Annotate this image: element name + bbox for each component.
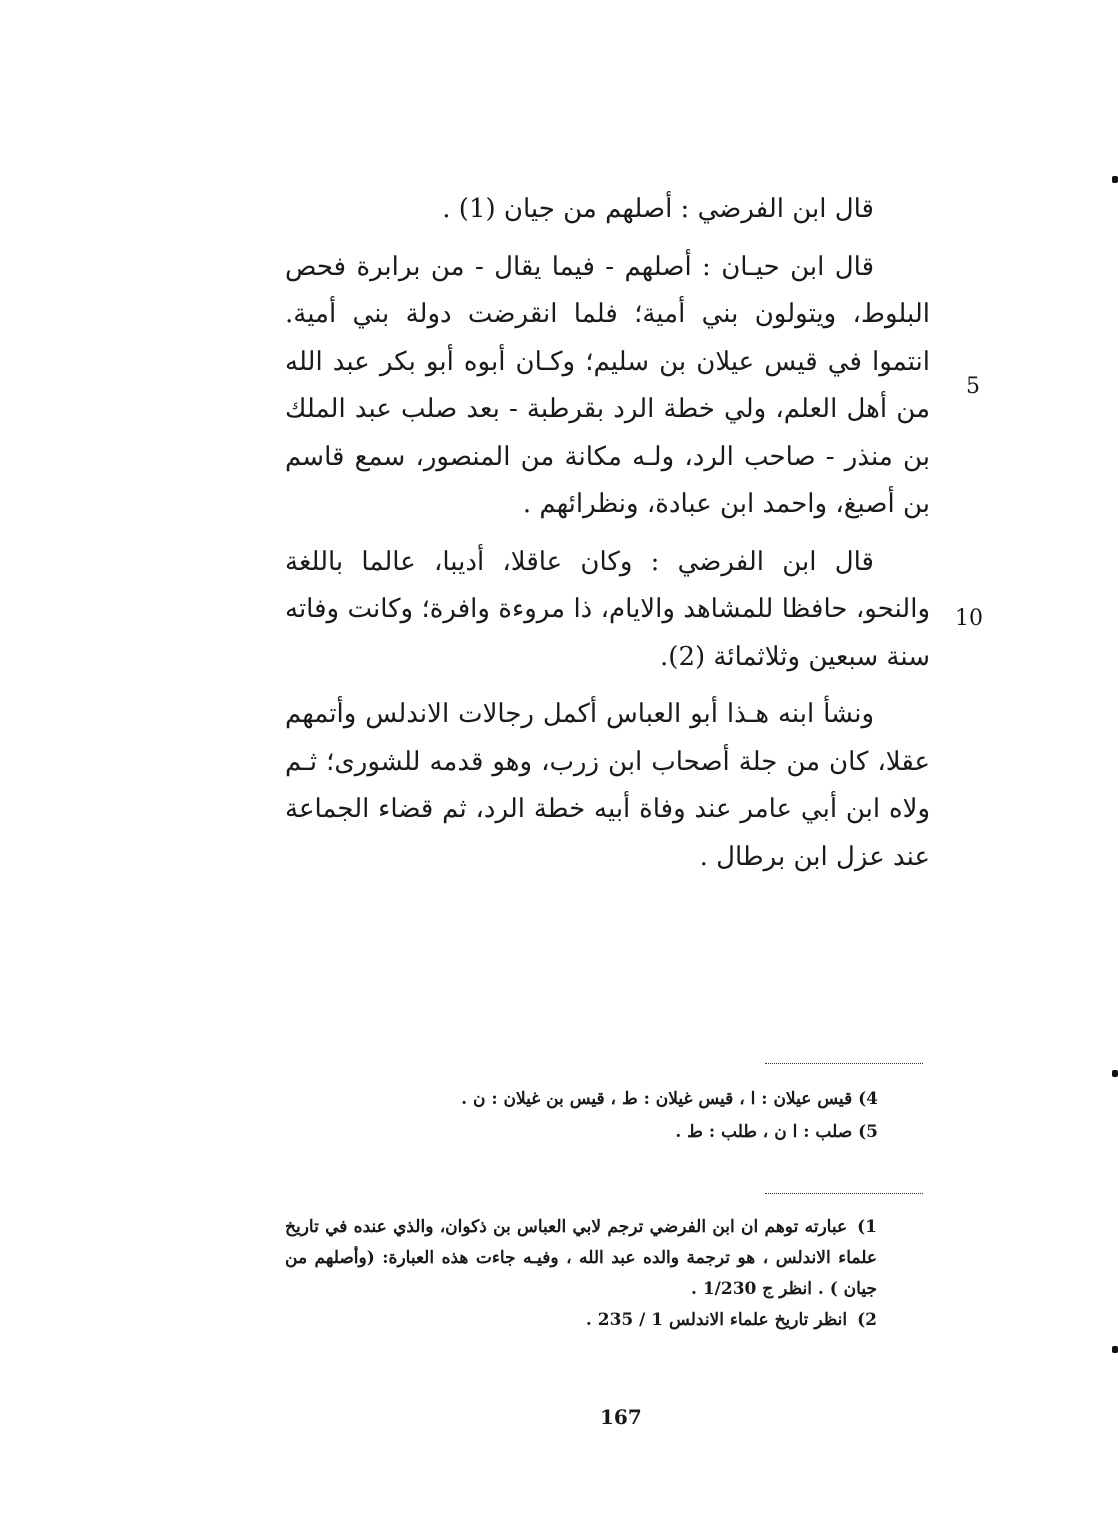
paragraph-1: قال ابن الفرضي : أصلهم من جيان (1) . — [442, 194, 874, 224]
footnote-2 — [285, 1305, 877, 1336]
line-number-5: 5 — [966, 374, 980, 399]
variant-readings — [330, 1083, 878, 1149]
footnote-2-number: 2) — [857, 1310, 877, 1330]
main-text-block — [285, 186, 930, 891]
scan-edge-mark — [1112, 176, 1118, 183]
line-number-10: 10 — [955, 606, 983, 631]
scan-edge-mark — [1112, 1070, 1118, 1077]
footnote-1-text: عبارته توهم ان ابن الفرضي ترجم لابي العباس بن ذكوان، والذي عنده في تاريخ علماء الاندلس ، هو ترجمة والده عبد الله ، وفيـه جاءت هذه العبارة: (وأصلهم من جيان ) . انظر ج 1/230 . — [285, 1217, 877, 1299]
footnotes — [285, 1212, 877, 1336]
footnote-1 — [285, 1212, 877, 1305]
variant-line-4: 4) قيس عيلان : ا ، قيس غيلان : ط ، قيس بن غيلان : ن . — [461, 1089, 878, 1109]
paragraph-4: ونشأ ابنه هـذا أبو العباس أكمل رجالات الاندلس وأتمهم عقلا، كان من جلة أصحاب ابن زرب، وهو قدمه للشورى؛ ثـم ولاه ابن أبي عامر عند وفاة أبيه خطة الرد، ثم قضاء الجماعة عند عزل ابن برطال . — [285, 699, 930, 872]
paragraph-3: قال ابن الفرضي : وكان عاقلا، أديبا، عالما باللغة والنحو، حافظا للمشاهد والايام، ذا مروءة وافرة؛ وكانت وفاته سنة سبعين وثلاثمائة (2). — [285, 546, 930, 672]
footnotes-separator — [765, 1193, 923, 1194]
footnote-1-number: 1) — [857, 1217, 877, 1237]
page-number: 167 — [600, 1405, 642, 1429]
scan-edge-mark — [1112, 1346, 1118, 1353]
paragraph-2: قال ابن حيـان : أصلهم - فيما يقال - من برابرة فحص البلوط، ويتولون بني أمية؛ فلما انقرضت دولة بني أمية. انتموا في قيس عيلان بن سليم؛ وكـان أبوه أبو بكر عبد الله من أهل العلم، ولي خطة الرد بقرطبة - بعد صلب عبد الملك بن منذر - صاحب الرد، ولـه مكانة من المنصور، سمع قاسم بن أصبغ، واحمد ابن عبادة، ونظرائهم . — [285, 251, 930, 519]
variants-separator — [765, 1063, 923, 1064]
footnote-2-text: انظر تاريخ علماء الاندلس 1 / 235 . — [585, 1310, 848, 1330]
variant-line-5: 5) صلب : ا ن ، طلب : ط . — [675, 1122, 878, 1142]
